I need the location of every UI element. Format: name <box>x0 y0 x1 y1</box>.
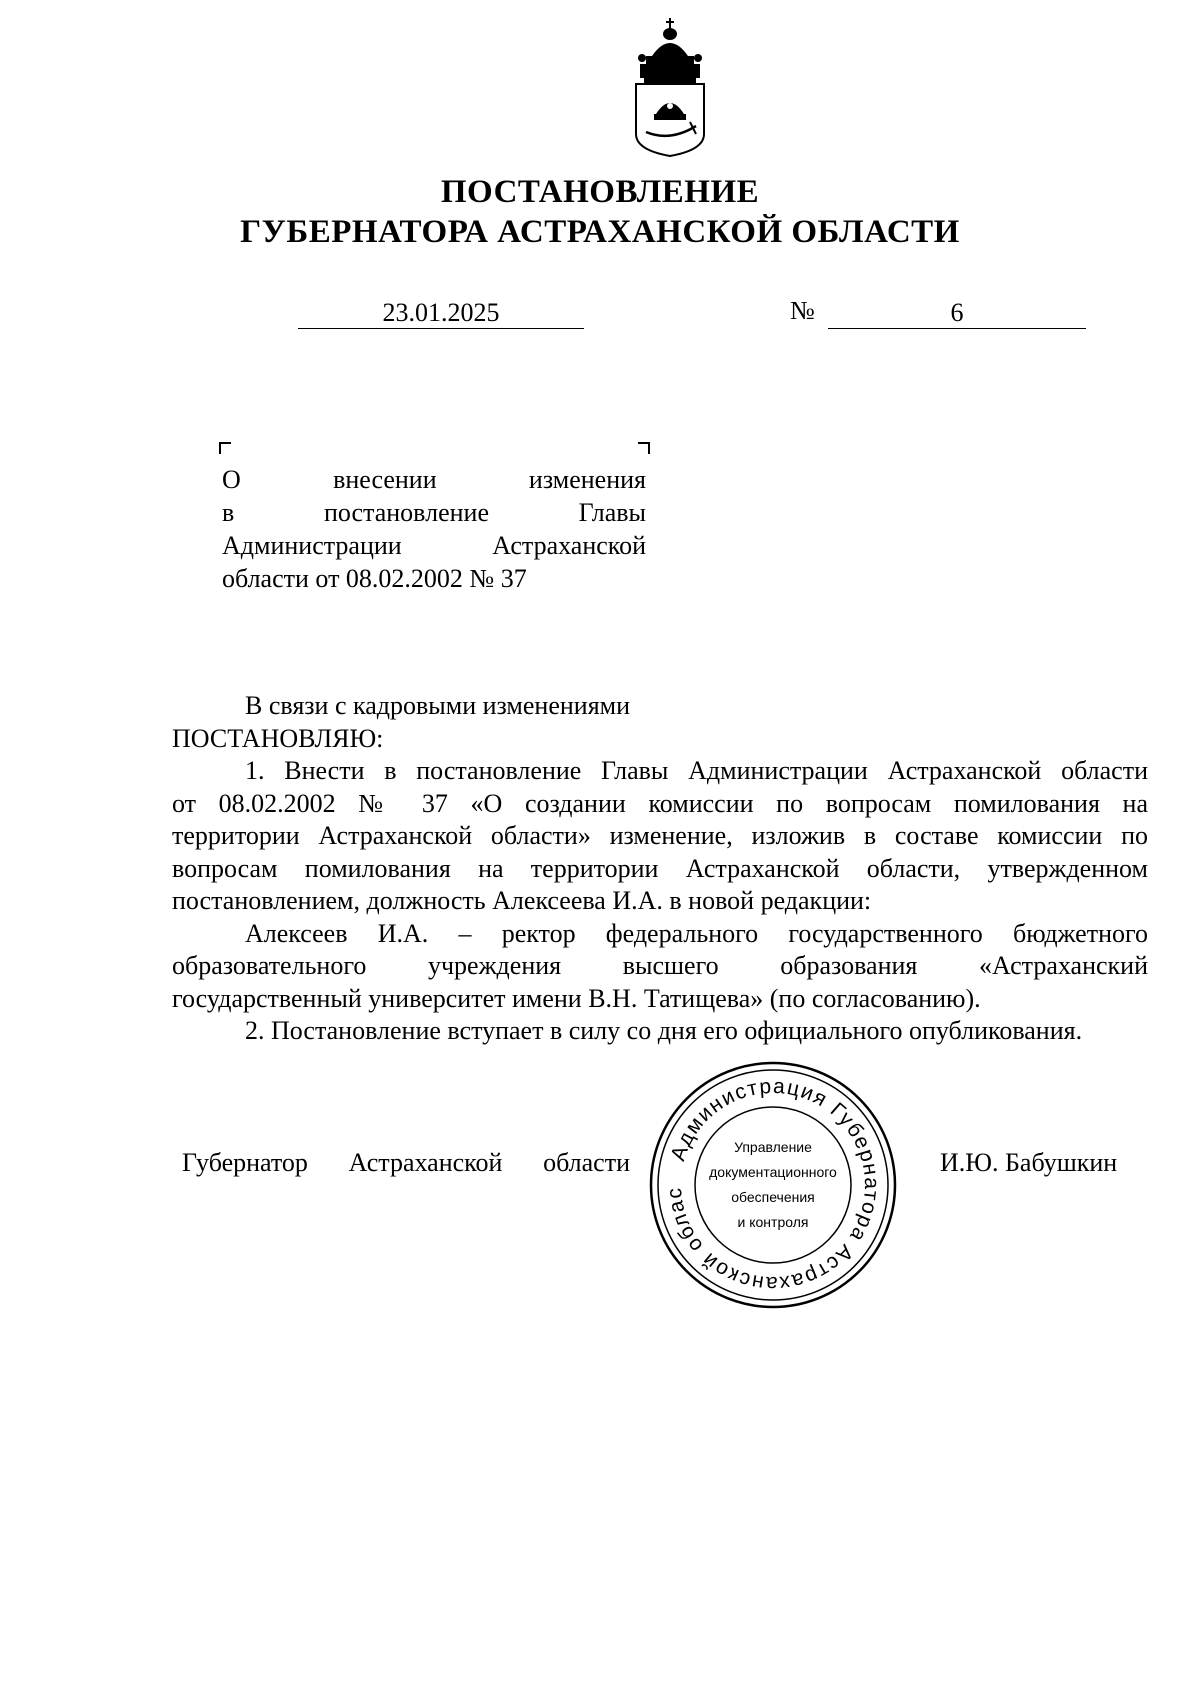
stamp-center-line: и контроля <box>737 1214 809 1230</box>
item1b-line: образовательного учреждения высшего образования «Астраханский <box>172 951 1148 980</box>
document-date: 23.01.2025 <box>298 298 584 329</box>
document-number: 6 <box>828 298 1086 329</box>
astrakhan-coat-of-arms-icon <box>630 16 710 158</box>
item2-paragraph: 2. Постановление вступает в силу со дня его официального опубликования. <box>245 1016 1083 1045</box>
official-stamp <box>648 1060 898 1310</box>
item1-line: территории Астраханской области» изменение, изложив в составе комиссии по <box>172 821 1148 850</box>
document-body <box>172 690 1148 1048</box>
document-subject <box>222 463 646 595</box>
item1b-line: Алексеев И.А. – ректор федерального государственного бюджетного <box>245 918 1148 948</box>
item1-line: вопросам помилования на территории Астраханской области, утвержденном <box>172 853 1148 883</box>
number-sign: № <box>790 296 815 325</box>
signatory-position: Губернатор Астраханской области <box>182 1148 630 1177</box>
subject-corner-mark-left <box>219 442 231 454</box>
intro-paragraph: В связи с кадровыми изменениями <box>245 691 631 720</box>
item1b-line: государственный университет имени В.Н. Татищева» (по согласованию). <box>172 983 981 1013</box>
stamp-ring-text: Администрация Губернатора Астраханской облас <box>662 1074 884 1296</box>
document-type-title: ПОСТАНОВЛЕНИЕ <box>440 174 760 210</box>
subject-corner-mark-right <box>638 442 650 454</box>
subject-line: в постановление Главы <box>222 498 646 527</box>
subject-line: О внесении изменения <box>222 465 646 494</box>
stamp-center-line: документационного <box>709 1164 837 1180</box>
item1-line: 1. Внести в постановление Главы Администрации Астраханской области <box>245 756 1148 785</box>
issuer-title: ГУБЕРНАТОРА АСТРАХАНСКОЙ ОБЛАСТИ <box>240 214 960 250</box>
item1-line: от 08.02.2002 № 37 «О создании комиссии по вопросам помилования на <box>172 788 1148 818</box>
subject-line: области от 08.02.2002 № 37 <box>222 564 527 593</box>
item1-line: постановлением, должность Алексеева И.А. в новой редакции: <box>172 886 872 915</box>
decree-word: ПОСТАНОВЛЯЮ: <box>172 723 384 753</box>
coat-of-arms-emblem <box>630 16 710 158</box>
stamp-center-line: обеспечения <box>731 1189 815 1205</box>
signatory-name: И.Ю. Бабушкин <box>940 1148 1118 1177</box>
stamp-center-line: Управление <box>734 1139 812 1155</box>
stamp-center-text <box>648 1060 898 1310</box>
subject-line: Администрации Астраханской <box>222 531 646 560</box>
